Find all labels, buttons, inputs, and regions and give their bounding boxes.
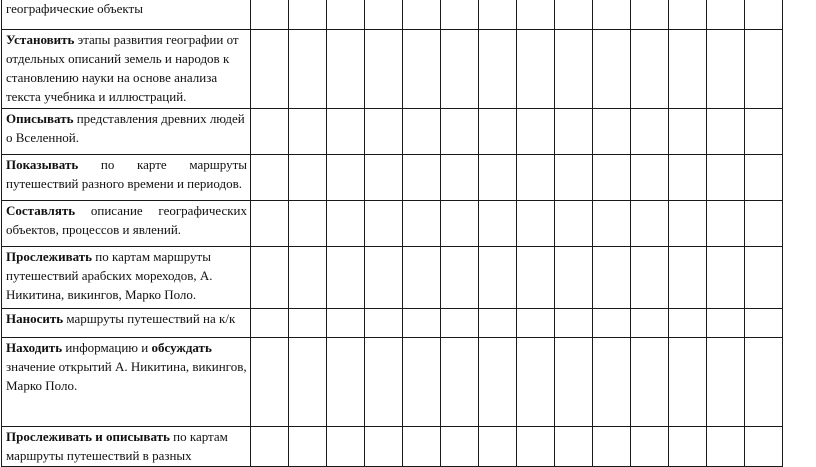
grid-cell <box>707 309 745 338</box>
grid-cell <box>251 201 289 247</box>
grid-cell <box>745 109 783 155</box>
grid-cell <box>593 30 631 109</box>
grid-cell <box>707 247 745 309</box>
grid-cell <box>517 30 555 109</box>
grid-cell <box>631 109 669 155</box>
row-description-cell <box>2 427 251 467</box>
row-description-cell <box>2 0 251 30</box>
grid-cell <box>251 0 289 30</box>
row-description-cell <box>2 247 251 309</box>
grid-cell <box>327 247 365 309</box>
grid-cell <box>403 155 441 201</box>
grid-cell <box>555 247 593 309</box>
grid-cell <box>479 338 517 427</box>
grid-cell <box>745 338 783 427</box>
grid-cell <box>327 309 365 338</box>
table-row <box>2 30 783 109</box>
grid-cell <box>327 155 365 201</box>
grid-cell <box>517 427 555 467</box>
grid-cell <box>365 201 403 247</box>
grid-cell <box>403 109 441 155</box>
grid-cell <box>479 247 517 309</box>
description-text: описание географических <box>75 203 247 218</box>
grid-cell <box>555 201 593 247</box>
grid-cell <box>631 247 669 309</box>
grid-cell <box>365 155 403 201</box>
action-verb: Установить <box>6 32 75 47</box>
table-row <box>2 109 783 155</box>
action-verb: обсуждать <box>151 340 212 355</box>
action-verb: Прослеживать и описывать <box>6 429 170 444</box>
grid-cell <box>441 201 479 247</box>
grid-cell <box>669 427 707 467</box>
grid-cell <box>251 30 289 109</box>
description-paragraph <box>6 309 247 328</box>
table-row <box>2 155 783 201</box>
grid-cell <box>707 427 745 467</box>
description-paragraph <box>6 338 247 395</box>
grid-cell <box>441 0 479 30</box>
grid-cell <box>327 201 365 247</box>
grid-cell <box>251 109 289 155</box>
grid-cell <box>403 201 441 247</box>
grid-cell <box>707 0 745 30</box>
grid-cell <box>289 109 327 155</box>
grid-cell <box>441 155 479 201</box>
grid-cell <box>289 338 327 427</box>
grid-cell <box>631 201 669 247</box>
grid-cell <box>441 338 479 427</box>
grid-cell <box>593 109 631 155</box>
grid-cell <box>593 338 631 427</box>
grid-cell <box>707 109 745 155</box>
description-text: этапы развития географии от отдельных описаний земель и народов к становлению науки на основе анализа текста учебника и иллюстраций. <box>6 32 239 104</box>
grid-cell <box>479 427 517 467</box>
grid-cell <box>517 201 555 247</box>
grid-cell <box>289 0 327 30</box>
grid-cell <box>631 427 669 467</box>
grid-cell <box>669 201 707 247</box>
table-row <box>2 201 783 247</box>
description-text: значение открытий А. Никитина, викингов, Марко Поло. <box>6 359 247 393</box>
grid-cell <box>745 0 783 30</box>
grid-cell <box>707 155 745 201</box>
grid-cell <box>517 247 555 309</box>
grid-cell <box>631 0 669 30</box>
grid-cell <box>745 155 783 201</box>
grid-cell <box>289 30 327 109</box>
grid-cell <box>479 309 517 338</box>
grid-cell <box>707 338 745 427</box>
grid-cell <box>669 309 707 338</box>
grid-cell <box>745 247 783 309</box>
row-description-cell <box>2 338 251 427</box>
row-description-cell <box>2 309 251 338</box>
description-text: путешествий разного времени и периодов. <box>6 176 242 191</box>
action-verb: Наносить <box>6 311 64 326</box>
grid-cell <box>631 309 669 338</box>
grid-cell <box>479 0 517 30</box>
description-paragraph <box>6 201 247 239</box>
grid-cell <box>403 247 441 309</box>
grid-cell <box>365 427 403 467</box>
grid-cell <box>479 109 517 155</box>
row-description-cell <box>2 201 251 247</box>
grid-cell <box>251 247 289 309</box>
description-paragraph <box>6 109 247 147</box>
description-paragraph <box>6 0 247 18</box>
grid-cell <box>517 338 555 427</box>
table-row <box>2 338 783 427</box>
action-verb: Составлять <box>6 203 76 218</box>
table-row <box>2 247 783 309</box>
grid-cell <box>403 30 441 109</box>
grid-cell <box>669 0 707 30</box>
competency-table <box>1 0 783 467</box>
grid-cell <box>593 247 631 309</box>
grid-cell <box>327 109 365 155</box>
grid-cell <box>479 30 517 109</box>
grid-cell <box>365 0 403 30</box>
description-text: представления древних людей о Вселенной. <box>6 111 245 145</box>
grid-cell <box>555 155 593 201</box>
grid-cell <box>365 247 403 309</box>
grid-cell <box>365 309 403 338</box>
grid-cell <box>745 201 783 247</box>
grid-cell <box>251 338 289 427</box>
grid-cell <box>555 338 593 427</box>
description-paragraph <box>6 155 247 193</box>
grid-cell <box>479 201 517 247</box>
grid-cell <box>631 30 669 109</box>
grid-cell <box>365 338 403 427</box>
table-row <box>2 427 783 467</box>
grid-cell <box>631 155 669 201</box>
grid-cell <box>365 109 403 155</box>
grid-cell <box>593 155 631 201</box>
grid-cell <box>593 309 631 338</box>
grid-cell <box>517 155 555 201</box>
description-text: по картам маршруты путешествий арабских мореходов, А. Никитина, викингов, Марко Поло. <box>6 249 213 302</box>
grid-cell <box>555 309 593 338</box>
grid-cell <box>745 309 783 338</box>
grid-cell <box>441 247 479 309</box>
grid-cell <box>441 30 479 109</box>
row-description-cell <box>2 155 251 201</box>
grid-cell <box>745 30 783 109</box>
grid-cell <box>745 427 783 467</box>
grid-cell <box>517 309 555 338</box>
grid-cell <box>669 109 707 155</box>
grid-cell <box>669 338 707 427</box>
grid-cell <box>555 427 593 467</box>
table-row <box>2 309 783 338</box>
grid-cell <box>327 338 365 427</box>
grid-cell <box>669 155 707 201</box>
grid-cell <box>517 0 555 30</box>
description-text: информацию и <box>62 340 152 355</box>
grid-cell <box>669 247 707 309</box>
description-paragraph <box>6 427 247 465</box>
grid-cell <box>555 0 593 30</box>
grid-cell <box>593 0 631 30</box>
description-text: маршруты путешествий на к/к <box>63 311 236 326</box>
grid-cell <box>441 309 479 338</box>
description-paragraph <box>6 247 247 304</box>
grid-cell <box>289 155 327 201</box>
grid-cell <box>327 0 365 30</box>
description-text: по карте маршруты <box>78 157 247 172</box>
description-text: по картам маршруты путешествий в разных <box>6 429 228 463</box>
grid-cell <box>251 155 289 201</box>
grid-cell <box>365 30 403 109</box>
grid-cell <box>631 338 669 427</box>
grid-cell <box>707 201 745 247</box>
table-row <box>2 0 783 30</box>
description-paragraph <box>6 30 247 106</box>
grid-cell <box>555 109 593 155</box>
grid-cell <box>289 201 327 247</box>
grid-cell <box>403 427 441 467</box>
action-verb: Находить <box>6 340 63 355</box>
description-text: объектов, процессов и явлений. <box>6 222 182 237</box>
grid-cell <box>289 309 327 338</box>
row-description-cell <box>2 30 251 109</box>
action-verb: Прослеживать <box>6 249 93 264</box>
grid-cell <box>251 309 289 338</box>
action-verb: Показывать <box>6 157 79 172</box>
grid-cell <box>327 30 365 109</box>
grid-cell <box>327 427 365 467</box>
row-description-cell <box>2 109 251 155</box>
grid-cell <box>441 109 479 155</box>
grid-cell <box>289 427 327 467</box>
grid-cell <box>403 309 441 338</box>
grid-cell <box>593 427 631 467</box>
grid-cell <box>479 155 517 201</box>
grid-cell <box>555 30 593 109</box>
grid-cell <box>403 0 441 30</box>
grid-cell <box>403 338 441 427</box>
grid-cell <box>669 30 707 109</box>
grid-cell <box>289 247 327 309</box>
grid-cell <box>593 201 631 247</box>
grid-cell <box>707 30 745 109</box>
description-text: географические объекты <box>6 1 143 16</box>
action-verb: Описывать <box>6 111 74 126</box>
grid-cell <box>251 427 289 467</box>
grid-cell <box>441 427 479 467</box>
grid-cell <box>517 109 555 155</box>
